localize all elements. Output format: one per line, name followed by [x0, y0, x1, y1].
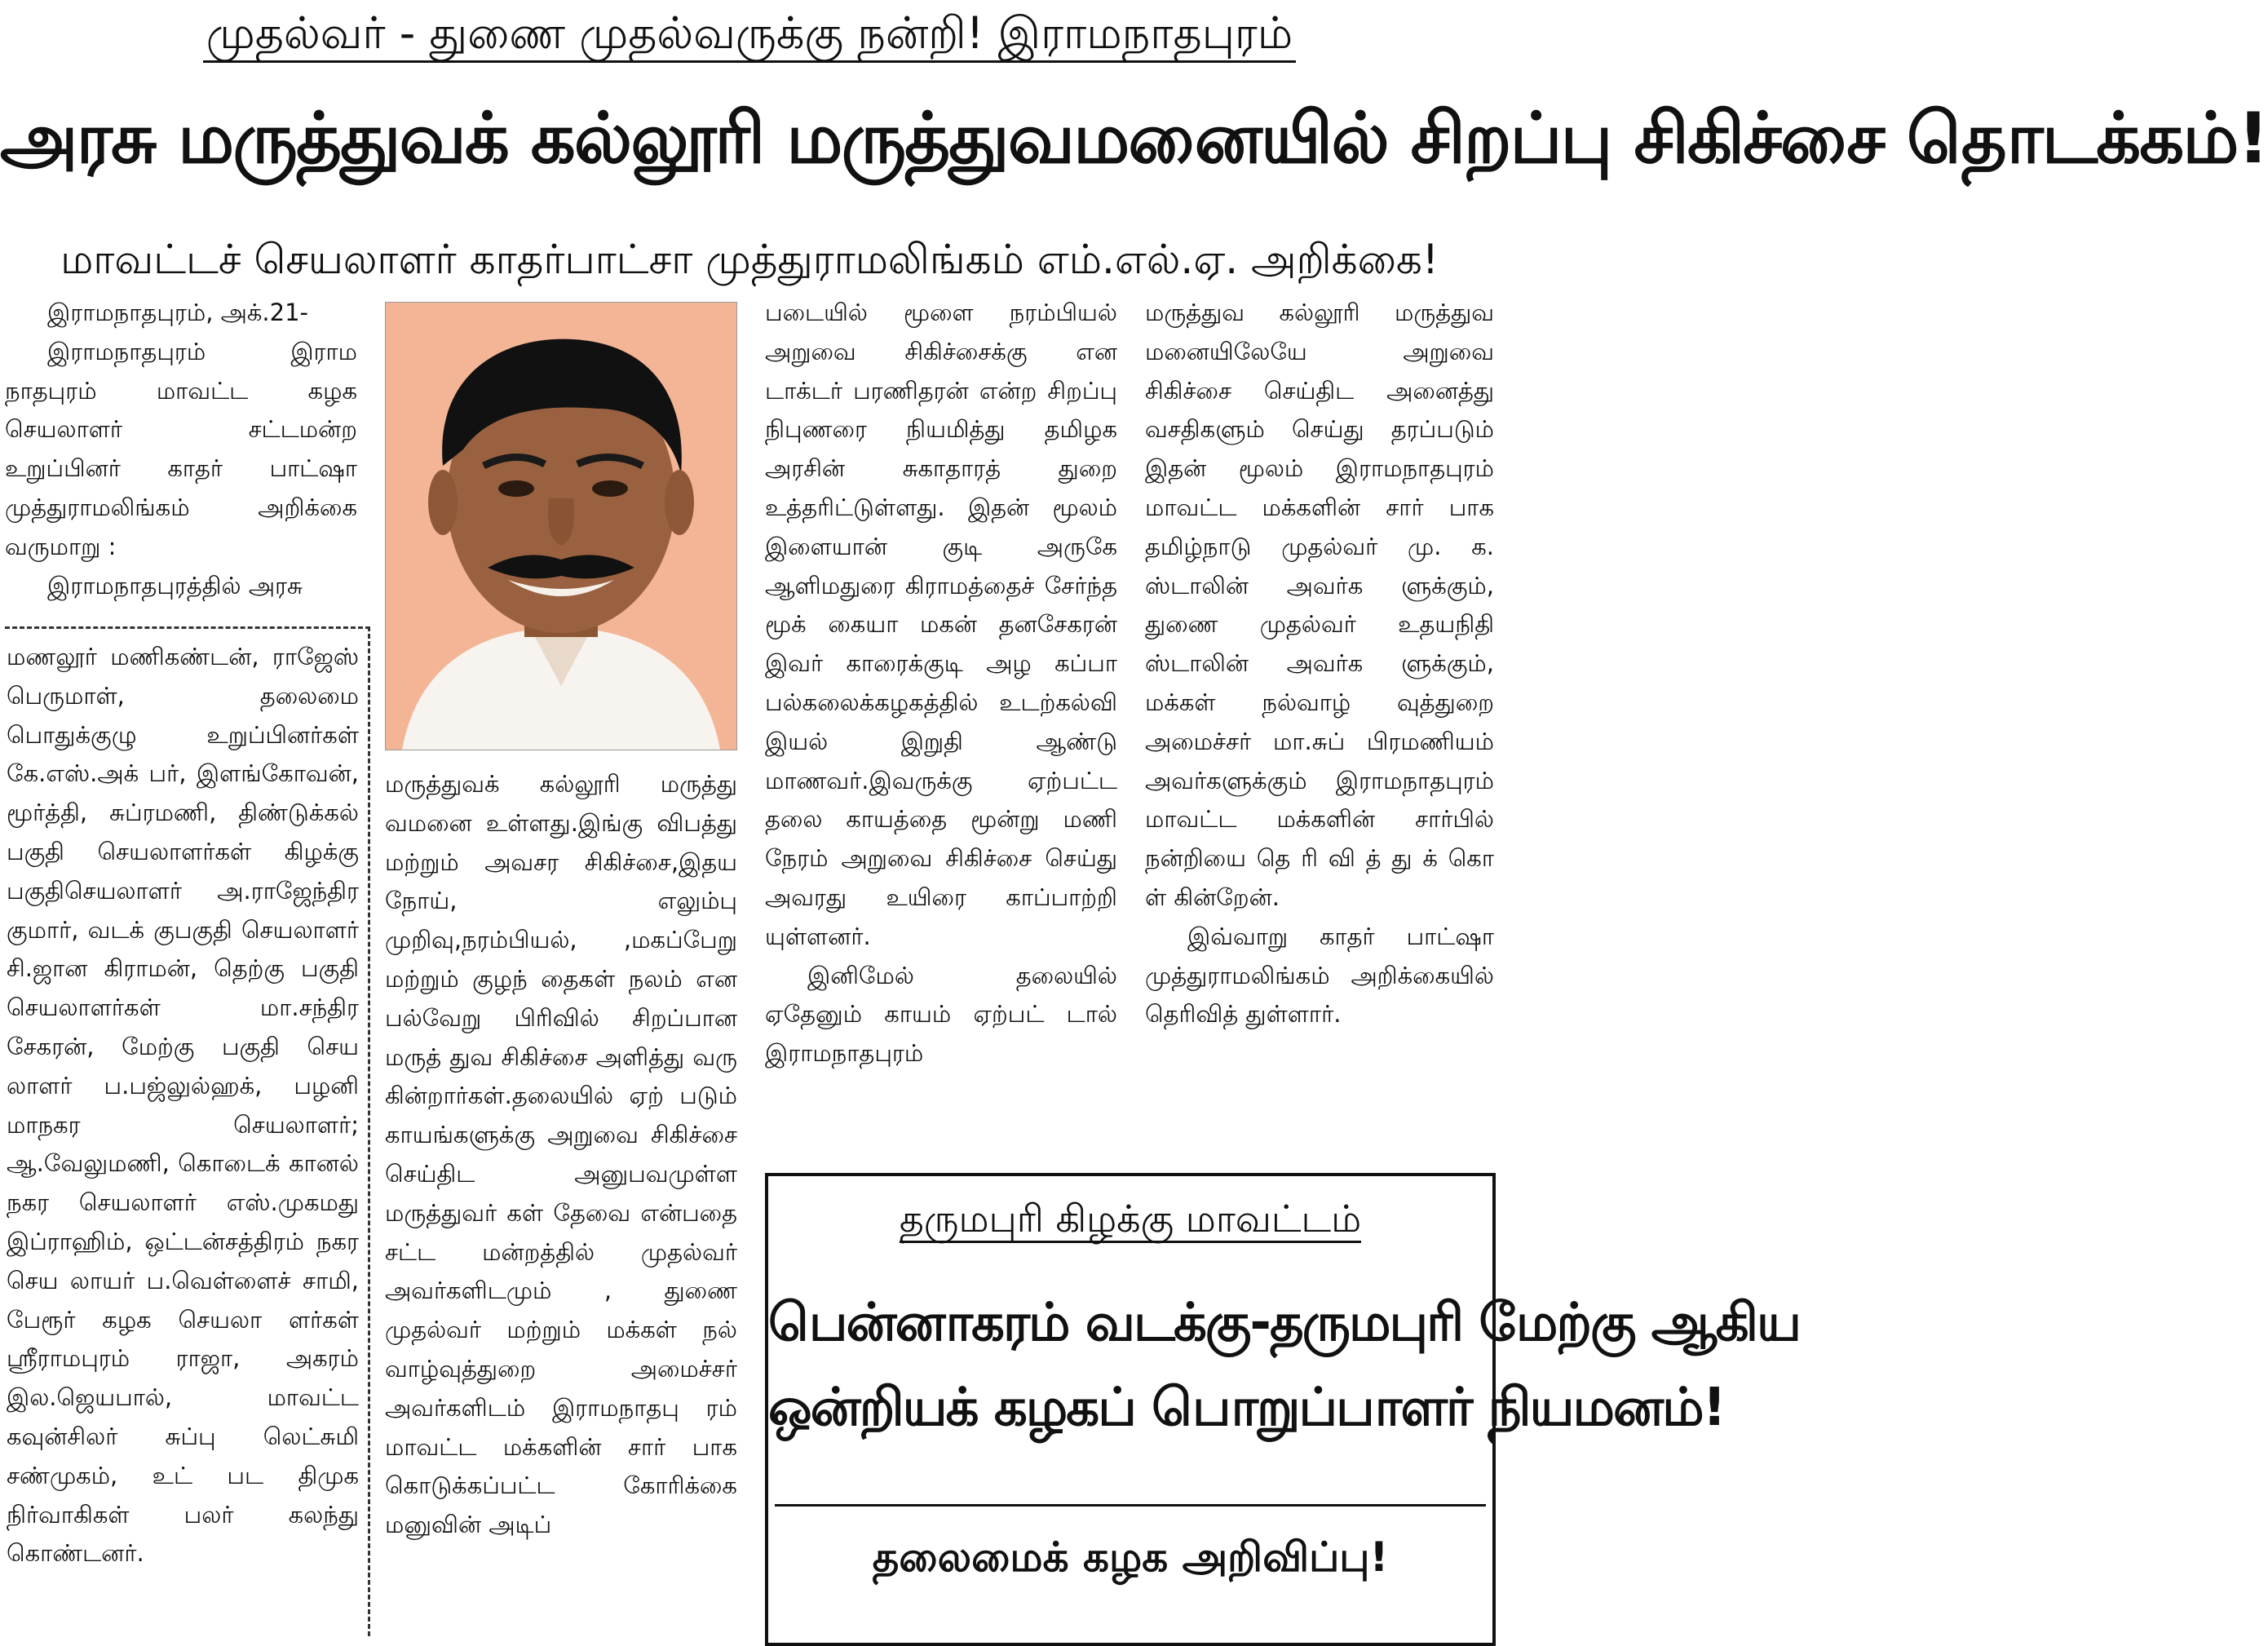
kicker-line	[0, 5, 1499, 62]
article-paragraph: மணலூர் மணிகண்டன், ராஜேஸ் பெருமாள், தலைமை பொதுக்குழு உறுப்பினர்கள் கே.எஸ்.அக் பர், இளங்கோவன், மூர்த்தி, சுப்ரமணி, திண்டுக்கல் பகுதி செயலாளர்கள் கிழக்கு பகுதிசெயலாளர் அ.ராஜேந்திர குமார், வடக் குபகுதி செயலாளர் சி.ஜான கிராமன், தெற்கு பகுதி செயலாளர்கள் மா.சந்திர சேகரன், மேற்கு பகுதி செய லாளர் ப.பஜ்லுல்ஹக், பழனி மாநகர செயலாளர்; ஆ.வேலுமணி, கொடைக் கானல் நகர செயலாளர் எஸ்.முகமது இப்ராஹிம், ஒட்டன்சத்திரம் நகர செய லாயர் ப.வெள்ளைச் சாமி, பேரூர் கழக செயலா ளர்கள் ஸ்ரீராமபுரம் ராஜா, அகரம் இல.ஜெயபால், மாவட்ட கவுன்சிலர் சுப்பு லெட்சுமி சண்முகம், உட் பட திமுக நிர்வாகிகள் பலர் கலந்து கொண்டனர்.	[7, 643, 359, 1568]
announcement-district-text: தருமபுரி கிழக்கு மாவட்டம்	[900, 1197, 1361, 1243]
article-paragraph: இவ்வாறு காதர் பாட்ஷா முத்துராமலிங்கம் அறிக்கையில் தெரிவித் துள்ளார்.	[1145, 922, 1494, 1029]
announcement-district	[768, 1194, 1492, 1243]
dateline: இராமநாதபுரம், அக்.21-	[47, 299, 309, 326]
article-column-2	[385, 765, 737, 1545]
main-headline: அரசு மருத்துவக் கல்லூரி மருத்துவமனையில் சிறப்பு சிகிச்சை தொடக்கம்!	[0, 98, 2268, 179]
kicker-text: முதல்வர் - துணை முதல்வருக்கு நன்றி! இராமநாதபுரம்	[203, 7, 1296, 63]
sub-headline: மாவட்டச் செயலாளர் காதர்பாட்சா முத்துராமலிங்கம் எம்.எல்.ஏ. அறிக்கை!	[60, 236, 1439, 283]
continuation-article-text	[7, 638, 359, 1573]
article-paragraph: இராமநாதபுரம் இராம நாதபுரம் மாவட்ட கழக செயலாளர் சட்டமன்ற உறுப்பினர் காதர் பாட்ஷா முத்துராமலிங்கம் அறிக்கை வருமாறு :	[5, 337, 357, 560]
article-paragraph: மருத்துவக் கல்லூரி மருத்து வமனை உள்ளது.இங்கு விபத்து மற்றும் அவசர சிகிச்சை,இதய நோய், எலும்பு முறிவு,நரம்பியல், ,மகப்பேறு மற்றும் குழந் தைகள் நலம் என பல்வேறு பிரிவில் சிறப்பான மருத் துவ சிகிச்சை அளித்து வரு கின்றார்கள்.தலையில் ஏற் படும் காயங்களுக்கு அறுவை சிகிச்சை செய்திட அனுபவமுள்ள மருத்துவர் கள் தேவை என்பதை சட்ட மன்றத்தில் முதல்வர் அவர்களிடமும் , துணை முதல்வர் மற்றும் மக்கள் நல் வாழ்வுத்துறை அமைச்சர் அவர்களிடம் இராமநாதபு ரம் மாவட்ட மக்களின் சார் பாக கொடுக்கப்பட்ட கோரிக்கை மனுவின் அடிப்	[385, 770, 737, 1539]
article-column-1	[5, 294, 357, 605]
announcement-box	[765, 1173, 1800, 1646]
announcement-headline	[768, 1281, 1800, 1450]
article-paragraph: இனிமேல் தலையில் ஏதேனும் காயம் ஏற்பட் டால் இராமநாதபுரம்	[765, 961, 1117, 1068]
article-paragraph: படையில் மூளை நரம்பியல் அறுவை சிகிச்சைக்கு என டாக்டர் பரணிதரன் என்ற சிறப்பு நிபுணரை நியமித்து தமிழக அரசின் சுகாதாரத் துறை உத்தரிட்டுள்ளது. இதன் மூலம் இளையான் குடி அருகே ஆளிமதுரை கிராமத்தைச் சேர்ந்த மூக் கையா மகன் தனசேகரன் இவர் காரைக்குடி அழ கப்பா பல்கலைக்கழகத்தில் உடற்கல்வி இயல் இறுதி ஆண்டு மாணவர்.இவருக்கு ஏற்பட்ட தலை காயத்தை மூன்று மணி நேரம் அறுவை சிகிச்சை செய்து அவரது உயிரை காப்பாற்றி யுள்ளனர்.	[765, 299, 1117, 950]
portrait-illustration	[386, 303, 736, 750]
announcement-footer: தலைமைக் கழக அறிவிப்பு!	[872, 1533, 1389, 1581]
announcement-headline-line-2: ஒன்றியக் கழகப் பொறுப்பாளர் நியமனம்!	[768, 1378, 1725, 1438]
announcement-headline-line-1: பென்னாகரம் வடக்கு-தருமபுரி மேற்கு ஆகிய	[768, 1293, 1800, 1353]
article-paragraph: மருத்துவ கல்லூரி மருத்துவ மனையிலேயே அறுவை சிகிச்சை செய்திட அனைத்து வசதிகளும் செய்து தரப்படும் இதன் மூலம் இராமநாதபுரம் மாவட்ட மக்களின் சார் பாக தமிழ்நாடு முதல்வர் மு. க. ஸ்டாலின் அவர்க ளுக்கும், துணை முதல்வர் உதயநிதி ஸ்டாலின் அவர்க ளுக்கும், மக்கள் நல்வாழ் வுத்துறை அமைச்சர் மா.சுப் பிரமணியம் அவர்களுக்கும் இராமநாதபுரம் மாவட்ட மக்களின் சார்பில் நன்றியை தெ ரி வி த் து க் கொ ள் கின்றேன்.	[1145, 299, 1494, 911]
article-column-4	[1145, 294, 1494, 1034]
article-column-3	[765, 294, 1117, 1073]
announcement-divider	[775, 1504, 1486, 1507]
mla-portrait-photo	[385, 302, 737, 750]
article-paragraph: இராமநாதபுரத்தில் அரசு	[47, 571, 303, 600]
